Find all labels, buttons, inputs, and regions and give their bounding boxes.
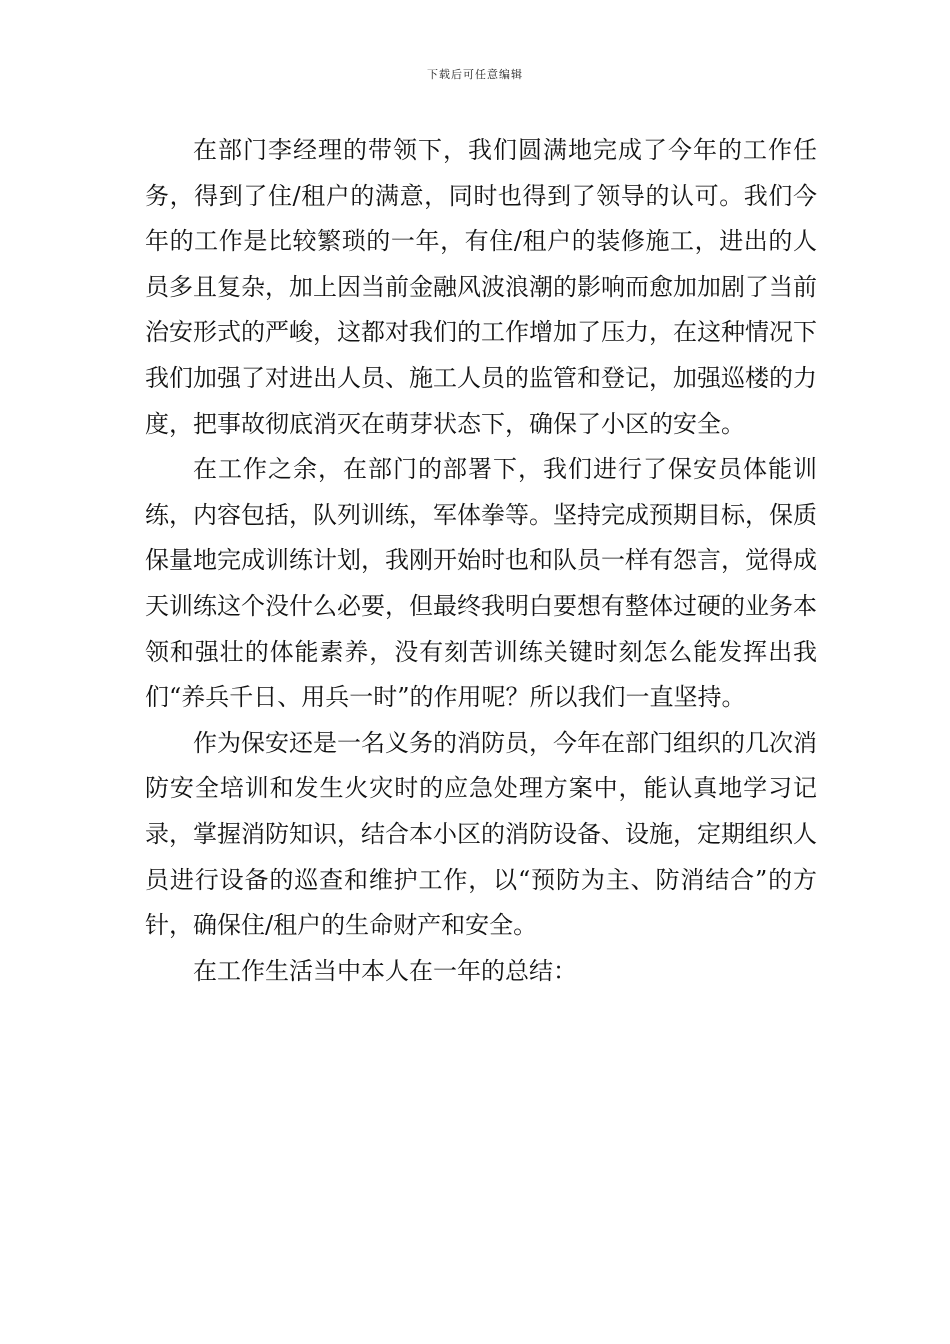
paragraph-4: 在工作生活当中本人在一年的总结： — [193, 956, 577, 985]
paragraph-3: 作为保安还是一名义务的消防员，今年在部门组织的几次消防安全培训和发生火灾时的应急处理方案中，能认真地学习记录，掌握消防知识，结合本小区的消防设备、设施，定期组织人员进行设备的巡查和维护工作，以“预防为主、防消结合”的方针，确保住/租户的生命财产和安全。 — [145, 728, 817, 940]
header-note: 下载后可任意编辑 — [427, 68, 523, 81]
document-body — [145, 128, 817, 994]
paragraph-1: 在部门李经理的带领下，我们圆满地完成了今年的工作任务，得到了住/租户的满意，同时也得到了领导的认可。我们今年的工作是比较繁琐的一年，有住/租户的装修施工，进出的人员多且复杂，加上因当前金融风波浪潮的影响而愈加加剧了当前治安形式的严峻，这都对我们的工作增加了压力，在这种情况下我们加强了对进出人员、施工人员的监管和登记，加强巡楼的力度，把事故彻底消灭在萌芽状态下，确保了小区的安全。 — [145, 136, 817, 438]
paragraph-2: 在工作之余，在部门的部署下，我们进行了保安员体能训练，内容包括，队列训练，军体拳等。坚持完成预期目标，保质保量地完成训练计划，我刚开始时也和队员一样有怨言，觉得成天训练这个没什么必要，但最终我明白要想有整体过硬的业务本领和强壮的体能素养，没有刻苦训练关键时刻怎么能发挥出我们“养兵千日、用兵一时”的作用呢？所以我们一直坚持。 — [145, 455, 817, 712]
